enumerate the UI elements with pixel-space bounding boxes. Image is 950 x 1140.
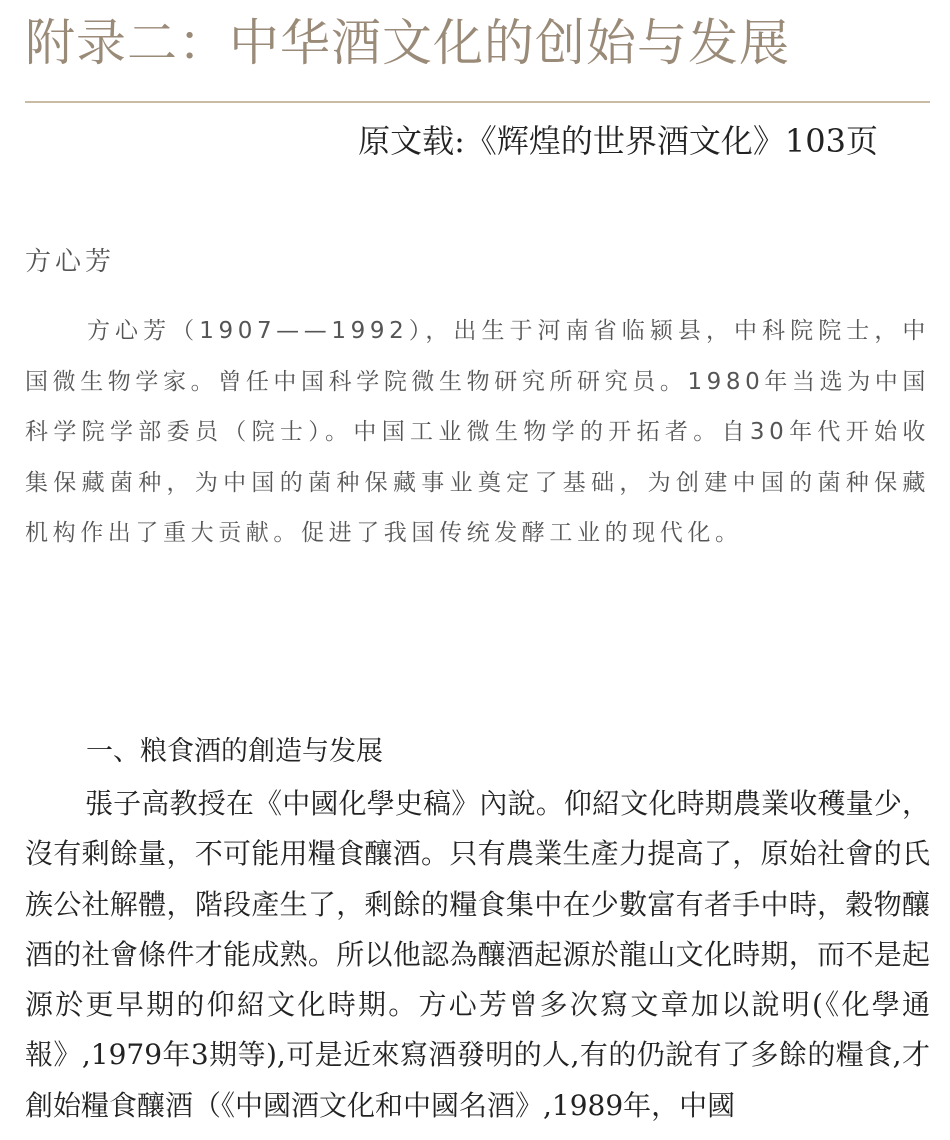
source-citation: 原文载:《辉煌的世界酒文化》103页 xyxy=(358,122,878,160)
bio-name-heading: 方心芳 xyxy=(25,247,116,277)
section-heading: 一、粮食酒的創造与发展 xyxy=(86,736,383,767)
title-divider xyxy=(25,101,930,103)
bio-paragraph: 方心芳（1907——1992），出生于河南省临颍县，中科院院士，中国微生物学家。曾任中国科学院微生物研究所研究员。1980年当选为中国科学院学部委员（院士）。中国工业微生物学的开拓者。自30年代开始收集保藏菌种，为中国的菌种保藏事业奠定了基础，为创建中国的菌种保藏机构作出了重大贡献。促进了我国传统发酵工业的现代化。 xyxy=(25,318,930,546)
section-paragraph: 張子高教授在《中國化學史稿》內說。仰紹文化時期農業收穫量少，沒有剩餘量，不可能用糧食釀酒。只有農業生產力提高了，原始社會的氏族公社解體，階段產生了，剩餘的糧食集中在少數富有者手中時，穀物釀酒的社會條件才能成熟。所以他認為釀酒起源於龍山文化時期，而不是起源於更早期的仰紹文化時期。方心芳曾多次寫文章加以說明(《化學通報》,1979年3期等),可是近來寫酒發明的人,有的仍說有了多餘的糧食,才創始糧食釀酒（《中國酒文化和中國名酒》,1989年，中國 xyxy=(25,787,930,1122)
page-title: 附录二：中华酒文化的创始与发展 xyxy=(25,14,790,72)
